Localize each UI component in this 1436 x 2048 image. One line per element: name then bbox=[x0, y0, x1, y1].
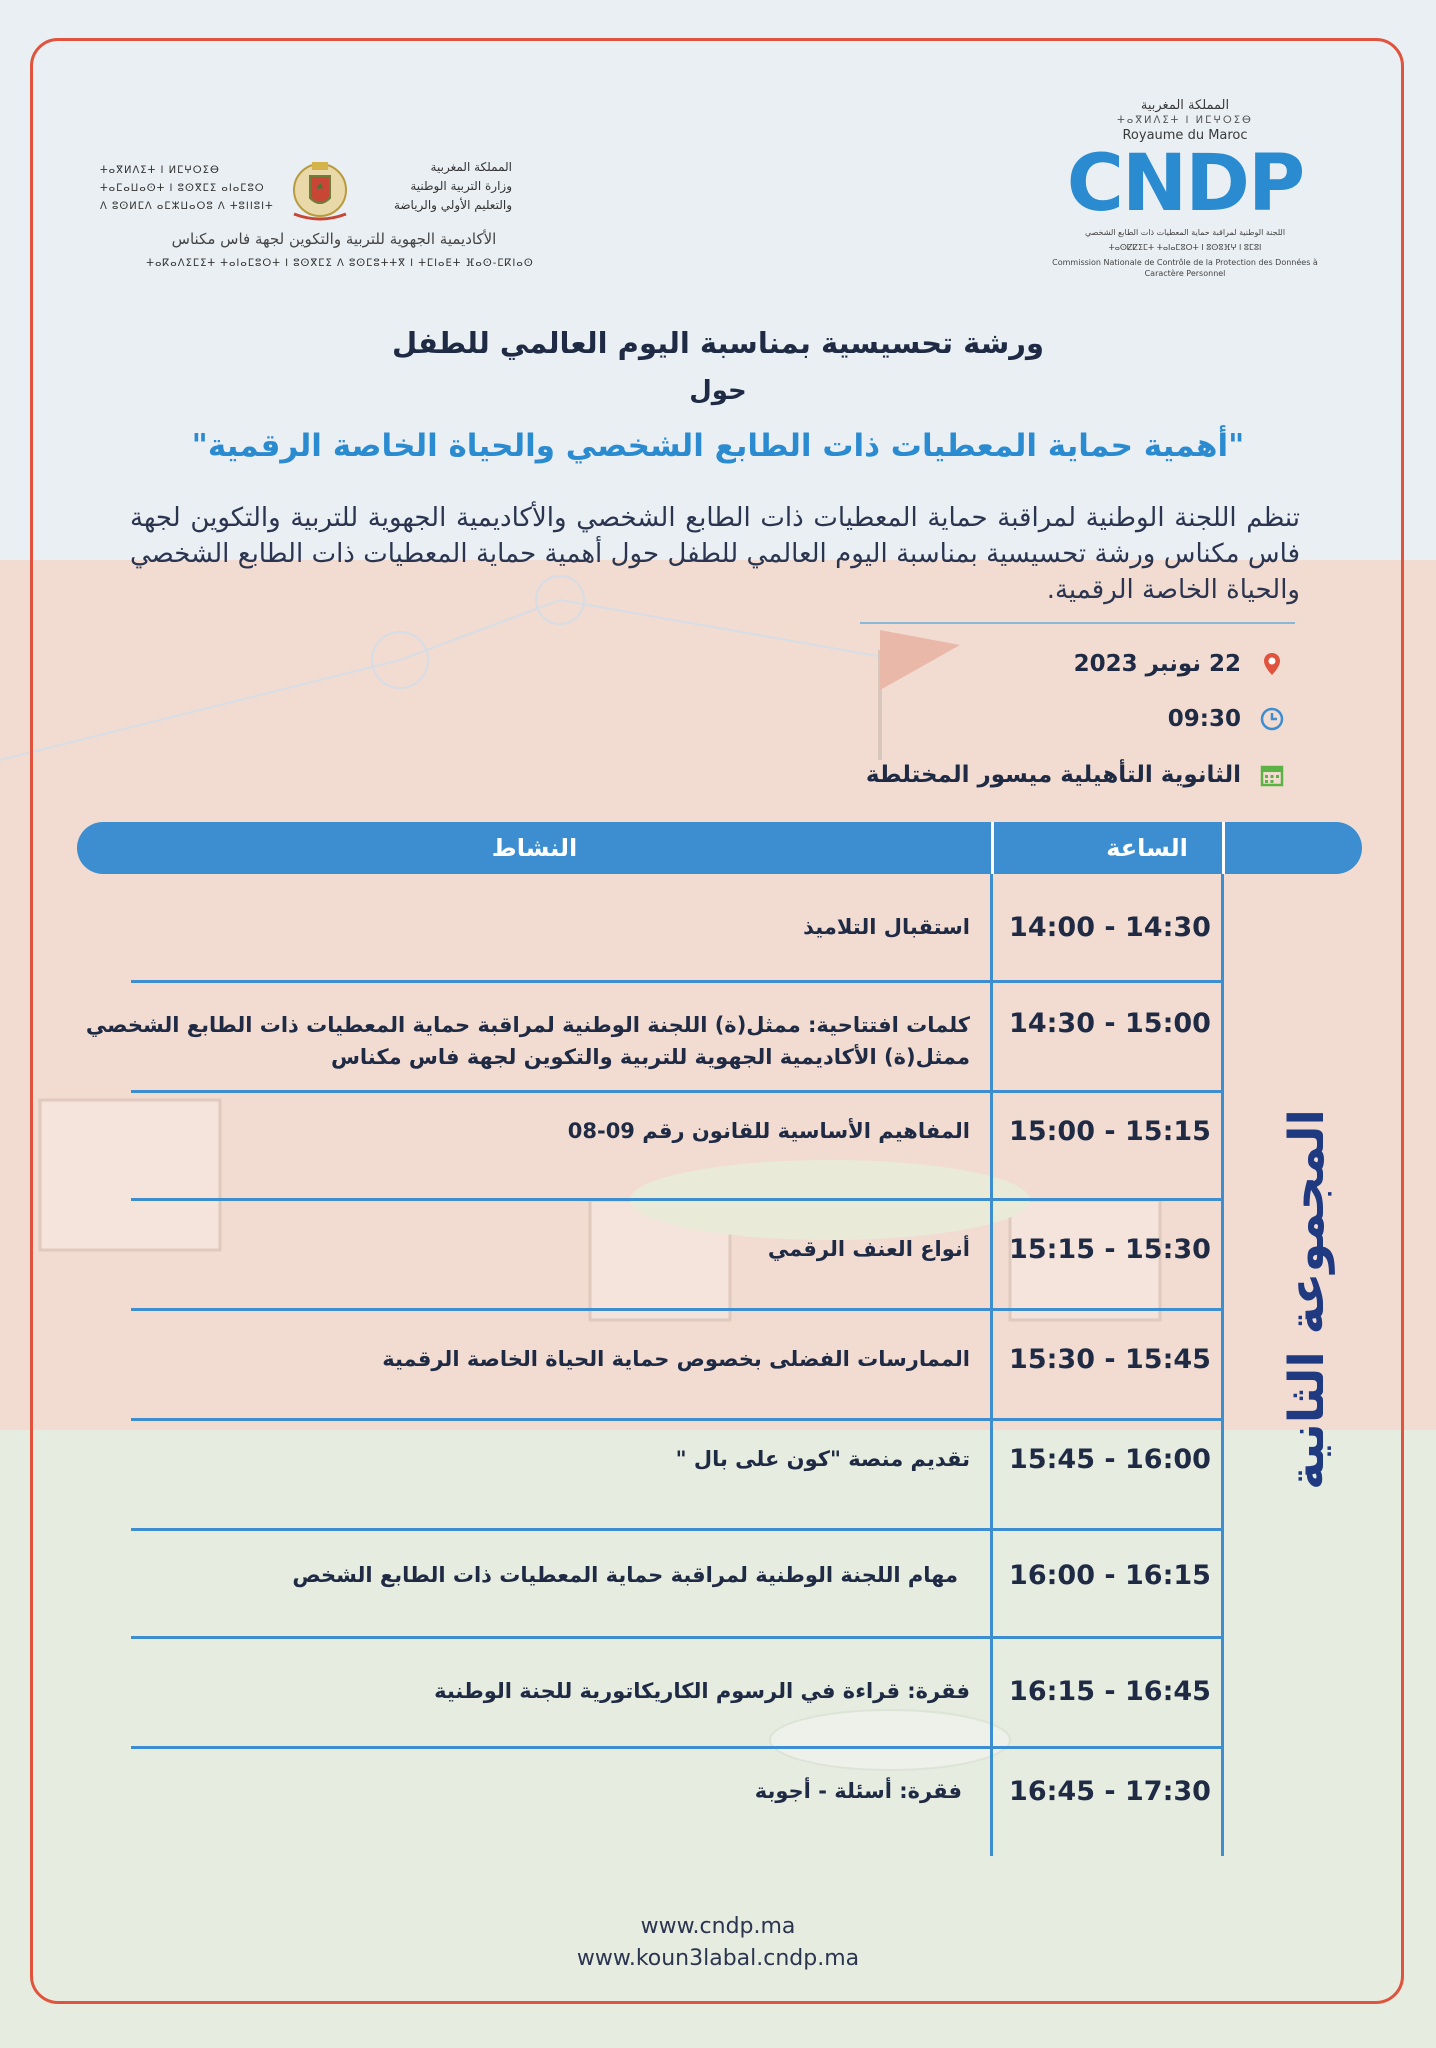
ministry-name-tifinagh bbox=[100, 162, 280, 216]
row-activity: أنواع العنف الرقمي bbox=[767, 1237, 970, 1261]
workshop-about: حول bbox=[689, 376, 747, 406]
ministry-ar-line: المملكة المغربية bbox=[430, 160, 512, 174]
workshop-title: ورشة تحسيسية بمناسبة اليوم العالمي للطفل bbox=[392, 326, 1044, 360]
footer-url-koun3labal[interactable]: www.koun3labal.cndp.ma bbox=[576, 1946, 860, 1971]
row-divider bbox=[131, 980, 1224, 983]
column-divider bbox=[1221, 874, 1224, 1856]
footer-url-cndp[interactable]: www.cndp.ma bbox=[640, 1914, 796, 1939]
cndp-subtitle-tifinagh: ⵜⴰⵙⵇⵇⵉⵎⵜ ⵜⴰⵏⴰⵎⵓⵔⵜ ⵏ ⵓⵙⵓⴼⵖ ⵏ ⵓⵎⵓⵏ bbox=[1108, 243, 1262, 252]
calendar-icon bbox=[1259, 762, 1285, 788]
cndp-wordmark: CNDP bbox=[1066, 139, 1304, 229]
event-place bbox=[860, 755, 1285, 795]
event-date-text: 22 نونبر 2023 bbox=[1073, 651, 1241, 677]
kingdom-name-fr: Royaume du Maroc bbox=[1122, 128, 1248, 143]
divider bbox=[860, 622, 1295, 624]
location-pin-icon bbox=[1259, 651, 1285, 677]
row-time: 16:15 - 16:45 bbox=[1009, 1676, 1211, 1707]
row-divider bbox=[131, 1308, 1224, 1311]
kingdom-name-tifinagh: ⵜⴰⴳⵍⴷⵉⵜ ⵏ ⵍⵎⵖⵔⵉⴱ bbox=[1117, 115, 1253, 126]
row-divider bbox=[131, 1418, 1224, 1421]
ministry-logo bbox=[100, 150, 540, 280]
ministry-ar-line: والتعليم الأولي والرياضة bbox=[393, 198, 512, 212]
row-divider bbox=[131, 1198, 1224, 1201]
row-time: 14:00 - 14:30 bbox=[1009, 912, 1211, 943]
row-time: 16:00 - 16:15 bbox=[1009, 1560, 1211, 1591]
column-header-activity: النشاط bbox=[491, 834, 578, 862]
ministry-name-ar bbox=[362, 158, 512, 215]
row-activity: فقرة: قراءة في الرسوم الكاريكاتورية للجنة الوطنية bbox=[434, 1679, 970, 1703]
row-activity-line2: ممثل(ة) الأكاديمية الجهوية للتربية والتكوين لجهة فاس مكناس bbox=[330, 1045, 970, 1069]
cndp-subtitle-fr: Commission Nationale de Contrôle de la Protection des Données à Caractère Personnel bbox=[1052, 258, 1318, 278]
schedule-header bbox=[77, 822, 1362, 874]
row-divider bbox=[131, 1090, 1224, 1093]
event-place-text: الثانوية التأهيلية ميسور المختلطة bbox=[865, 762, 1241, 788]
row-time: 15:15 - 15:30 bbox=[1009, 1234, 1211, 1265]
clock-icon bbox=[1259, 706, 1285, 732]
ministry-tf-line: ⵜⴰⵎⴰⵡⴰⵙⵜ ⵏ ⵓⵙⴳⵎⵉ ⴰⵏⴰⵎⵓⵔ bbox=[100, 183, 265, 194]
row-time: 15:00 - 15:15 bbox=[1009, 1116, 1211, 1147]
row-time: 15:30 - 15:45 bbox=[1009, 1344, 1211, 1375]
cndp-subtitle-ar: اللجنة الوطنية لمراقبة حماية المعطيات ذات الطابع الشخصي bbox=[1084, 228, 1286, 237]
column-header-hour: الساعة bbox=[1106, 834, 1188, 862]
row-divider bbox=[131, 1528, 1224, 1531]
row-activity: كلمات افتتاحية: ممثل(ة) اللجنة الوطنية لمراقبة حماية المعطيات ذات الطابع الشخصي bbox=[85, 1013, 970, 1037]
coat-of-arms-icon bbox=[288, 154, 352, 226]
row-divider bbox=[131, 1636, 1224, 1639]
event-date bbox=[860, 644, 1285, 684]
event-time bbox=[860, 699, 1285, 739]
row-activity: الممارسات الفضلى بخصوص حماية الحياة الخاصة الرقمية bbox=[382, 1347, 970, 1371]
workshop-topic: "أهمية حماية المعطيات ذات الطابع الشخصي والحياة الخاصة الرقمية" bbox=[191, 428, 1245, 464]
ministry-ar-line: وزارة التربية الوطنية bbox=[410, 179, 512, 193]
row-activity: فقرة: أسئلة - أجوبة bbox=[754, 1779, 962, 1803]
event-time-text: 09:30 bbox=[1167, 706, 1241, 732]
row-divider bbox=[131, 1746, 1224, 1749]
column-divider bbox=[1222, 822, 1225, 874]
row-activity: استقبال التلاميذ bbox=[803, 915, 970, 939]
row-time: 14:30 - 15:00 bbox=[1009, 1008, 1211, 1039]
row-activity: تقديم منصة "كون على بال " bbox=[675, 1447, 970, 1471]
academy-name-ar: الأكاديمية الجهوية للتربية والتكوين لجهة فاس مكناس bbox=[171, 230, 497, 248]
intro-paragraph: تنظم اللجنة الوطنية لمراقبة حماية المعطيات ذات الطابع الشخصي والأكاديمية الجهوية للتربية والتكوين لجهة فاس مكناس ورشة تحسيسية بمناسبة اليوم العالمي للطفل حول أهمية حماية المعطيات ذات الطابع الشخصي والحياة الخاصة الرقمية. bbox=[130, 503, 1300, 605]
academy-name-tifinagh: ⵜⴰⴽⴰⴷⵉⵎⵉⵜ ⵜⴰⵏⴰⵎⵓⵔⵜ ⵏ ⵓⵙⴳⵎⵉ ⴷ ⵓⵙⵎⵓⵜⵜⴳ ⵏ ⵜⵎⵏⴰⴹⵜ ⴼⴰⵙ-ⵎⴽⵏⴰⵙ bbox=[146, 258, 534, 269]
ministry-tf-line: ⴷ ⵓⵙⵍⵎⴷ ⴰⵎⵣⵡⴰⵔⵓ ⴷ ⵜⵓⵏⵏⵓⵏⵜ bbox=[100, 201, 274, 212]
row-activity: المفاهيم الأساسية للقانون رقم 09-08 bbox=[567, 1119, 970, 1143]
row-activity: مهام اللجنة الوطنية لمراقبة حماية المعطيات ذات الطابع الشخص bbox=[292, 1563, 958, 1587]
column-divider bbox=[990, 874, 993, 1856]
cndp-logo bbox=[1040, 98, 1330, 279]
ministry-tf-line: ⵜⴰⴳⵍⴷⵉⵜ ⵏ ⵍⵎⵖⵔⵉⴱ bbox=[100, 165, 220, 176]
kingdom-name-ar: المملكة المغربية bbox=[1140, 98, 1230, 113]
row-time: 15:45 - 16:00 bbox=[1009, 1444, 1211, 1475]
group-label: المجموعة الثانية bbox=[1279, 1109, 1335, 1491]
row-time: 16:45 - 17:30 bbox=[1009, 1776, 1211, 1807]
